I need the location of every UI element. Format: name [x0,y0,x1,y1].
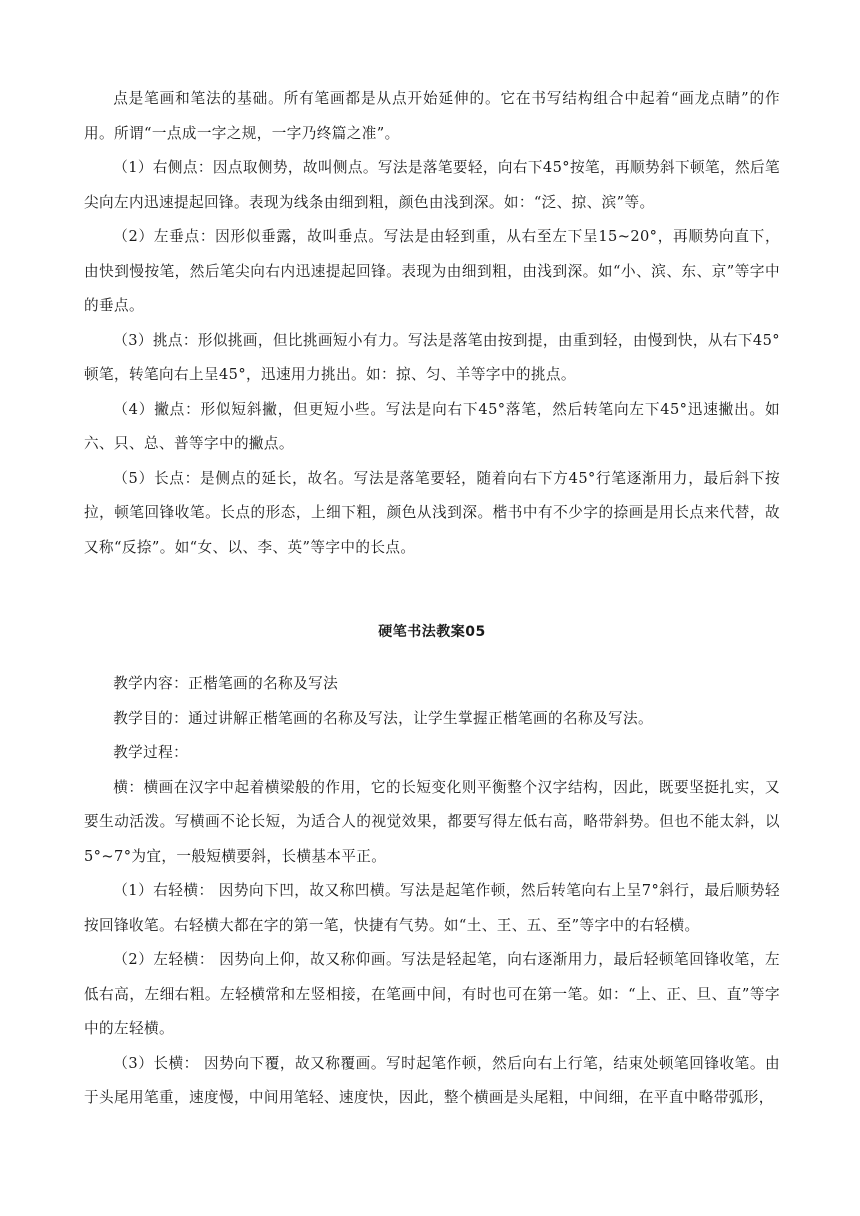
title-spacer [84,649,780,667]
teaching-process-line: 教学过程： [113,744,189,761]
paragraph-left-light-heng: （2）左轻横： 因势向上仰，故又称仰画。写法是轻起笔，向右逐渐用力，最后轻顿笔回锋收笔，左低右高，左细右粗。左轻横常和左竖相接，在笔画中间，有时也可在第一笔。如：“上、正、旦、直”等字中的左轻横。 [84,951,780,1037]
teaching-goal-line: 教学目的：通过讲解正楷笔画的名称及写法，让学生掌握正楷笔画的名称及写法。 [113,709,653,727]
teaching-content-line: 教学内容：正楷笔画的名称及写法 [113,675,339,692]
document-page [84,82,780,1116]
paragraph-long-dot: （5）长点：是侧点的延长，故名。写法是落笔要轻，随着向右下方45°行笔逐渐用力，最后斜下按拉，顿笔回锋收笔。长点的形态，上细下粗，颜色从浅到深。楷书中有不少字的捺画是用长点来代替，故又称“反捺”。如“女、以、李、英”等字中的长点。 [84,469,780,556]
lesson-title: 硬笔书法教案05 [378,624,486,640]
section-spacer [84,565,780,615]
paragraph-left-hanging-dot: （2）左垂点：因形似垂露，故叫垂点。写法是由轻到重，从右至左下呈15~20°，再顺势向直下，由快到慢按笔，然后笔尖向右内迅速提起回锋。表现为由细到粗，由浅到深。如“小、滨、东、京”等字中的垂点。 [84,228,780,314]
paragraph-heng-intro: 横：横画在汉字中起着横梁般的作用，它的长短变化则平衡整个汉字结构，因此，既要坚挺扎实，又要生动活泼。写横画不论长短，为适合人的视觉效果，都要写得左低右高，略带斜势。但也不能太斜，以5°~7°为宜，一般短横要斜，长横基本平正。 [84,778,780,865]
paragraph-flick-dot: （3）挑点：形似挑画，但比挑画短小有力。写法是落笔由按到提，由重到轻，由慢到快，从右下45°顿笔，转笔向右上呈45°，迅速用力挑出。如：掠、匀、羊等字中的挑点。 [84,331,780,383]
paragraph-sweep-dot: （4）撇点：形似短斜撇，但更短小些。写法是向右下45°落笔，然后转笔向左下45°迅速撇出。如六、只、总、普等字中的撇点。 [84,400,780,452]
paragraph-right-light-heng: （1）右轻横： 因势向下凹，故又称凹横。写法是起笔作顿，然后转笔向右上呈7°斜行，最后顺势轻按回锋收笔。右轻横大都在字的第一笔，快捷有气势。如“土、王、五、至”等字中的右轻横。 [84,882,780,934]
paragraph-long-heng: （3）长横： 因势向下覆，故又称覆画。写时起笔作顿，然后向右上行笔，结束处顿笔回锋收笔。由于头尾用笔重，速度慢，中间用笔轻、速度快，因此，整个横画是头尾粗，中间细，在平直中略带弧形， [84,1054,780,1106]
paragraph-right-side-dot: （1）右侧点：因点取侧势，故叫侧点。写法是落笔要轻，向右下45°按笔，再顺势斜下顿笔，然后笔尖向左内迅速提起回锋。表现为线条由细到粗，颜色由浅到深。如：“泛、掠、滨”等。 [84,159,780,211]
paragraph-dot-intro: 点是笔画和笔法的基础。所有笔画都是从点开始延伸的。它在书写结构组合中起着“画龙点睛”的作用。所谓“一点成一字之规，一字乃终篇之准”。 [84,90,780,142]
